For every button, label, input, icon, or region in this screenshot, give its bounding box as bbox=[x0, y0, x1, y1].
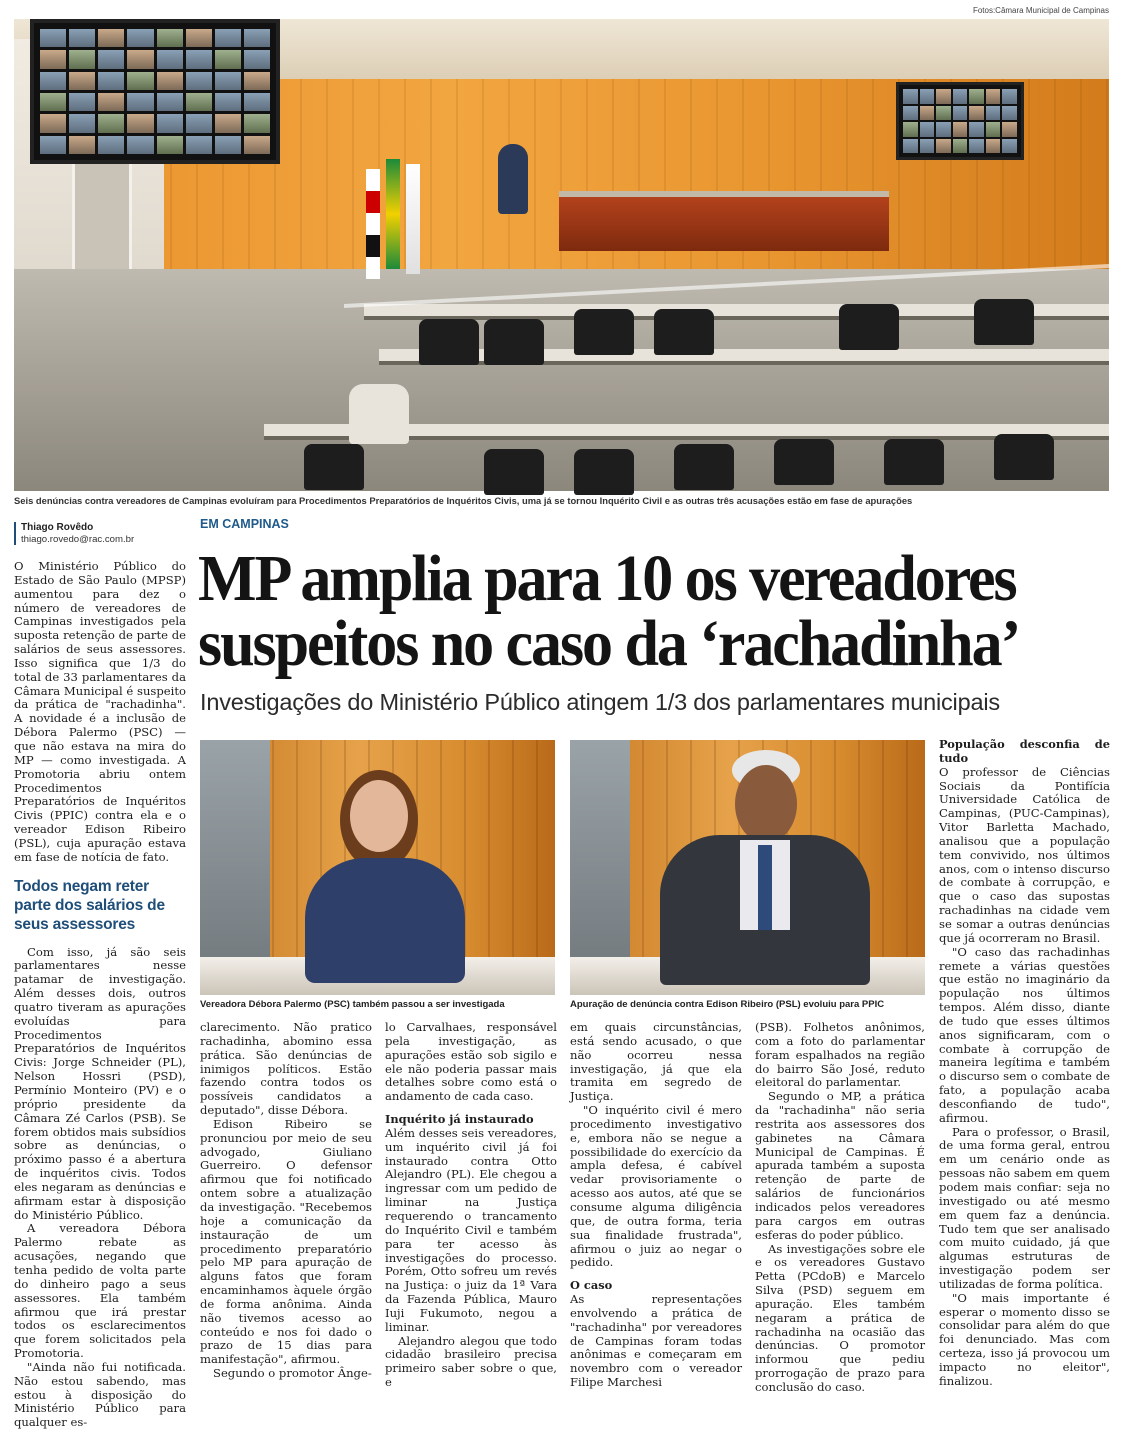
paragraph: lo Carvalhaes, responsável pela investigação, as apurações estão sob sigilo e ele não poderia passar mais detalhes sobre como está o andamento de cada caso. bbox=[385, 1020, 557, 1104]
author-name: Thiago Rovêdo bbox=[21, 522, 94, 533]
hero-photo-caption: Seis denúncias contra vereadores de Campinas evoluíram para Procedimentos Preparatórios de Inquéritos Civis, uma já se tornou Inquérito Civil e as outras três acusações estão em fase de apurações bbox=[14, 495, 913, 506]
paragraph: A vereadora Débora Palermo rebate as acusações, negando que tenha pedido de volta parte do dinheiro pago a seus assessores. Ela também afirmou que irá prestar todos os esclarecimentos que forem solicitados pela Promotoria. bbox=[14, 1221, 186, 1361]
paragraph: Segundo o promotor Ânge- bbox=[213, 1366, 372, 1381]
author-email[interactable]: thiago.rovedo@rac.com.br bbox=[21, 534, 135, 545]
paragraph: As representações envolvendo a prática de "rachadinha" por vereadores de Campinas foram todas anônimas e começaram em novembro com o vereador Filipe Marchesi bbox=[570, 1292, 742, 1390]
paragraph: "O mais importante é esperar o momento disso se consolidar para além do que foi denunciado. Mas com certeza, isso já provocou um impacto no eleitor", finalizou. bbox=[939, 1290, 1110, 1388]
subsection-heading: Inquérito já instaurado bbox=[385, 1112, 534, 1127]
paragraph: O professor de Ciências Sociais da Pontifícia Universidade Católica de Campinas, (PUC-Campinas), Vitor Barletta Machado, analisou que a população tem convivido, nos últimos anos, com o intenso discurso de combate à corrupção, e que o caso das supostas rachadinhas na cidade vem se somar a outras denúncias que já ocorreram no Brasil. bbox=[939, 764, 1110, 945]
paragraph: clarecimento. Não pratico rachadinha, abomino essa prática. São denúncias de inimigos políticos. Estão fazendo contra todos os possíveis candidatos a deputado", disse Débora. bbox=[200, 1020, 372, 1118]
paragraph: "O caso das rachadinhas remete a várias questões que estão no imaginário da população nos últimos tempos. Além disso, diante de tudo que esses últimos anos significaram, com o combate à corrupção de maneira legítima e também o discurso sem o combate de fato, a população acaba desconfiando de tudo", afirmou. bbox=[939, 944, 1110, 1125]
paragraph: O Ministério Público do Estado de São Paulo (MPSP) aumentou para dez o número de vereadores de Campinas investigados pela suposta retenção de parte de salários de seus assessores. Isso significa que 1/3 do total de 33 parlamentares da Câmara Municipal é suspeito da prática de "rachadinha". A novidade é a inclusão de Débora Palermo (PSC) — que não estava na mira do MP — como investigada. A Promotoria abriu ontem Procedimentos Preparatórios de Inquéritos Civis (PPIC) contra ela e o vereador Edison Ribeiro (PSL), cuja apuração estava em fase de notícia de fato. bbox=[14, 559, 186, 864]
headline-line-1: MP amplia para 10 os vereadores bbox=[198, 542, 1016, 615]
article-column-6 bbox=[939, 738, 1110, 1389]
paragraph: Além desses seis vereadores, um inquérito civil já foi instaurado contra Otto Alejandro (PL). Ele chegou a ingressar com um pedido de liminar na Justiça requerendo o trancamento do Inquérito Civil e também para ter acesso às investigações do processo. Porém, Otto sofreu um revés na Justiça: o juiz da 1ª Vara da Fazenda Pública, Mauro Iuji Fukumoto, negou a liminar. bbox=[385, 1125, 557, 1334]
headline-line-2: suspeitos no caso da ‘rachadinha’ bbox=[198, 607, 1020, 680]
photo-credit: Fotos:Câmara Municipal de Campinas bbox=[972, 6, 1109, 15]
paragraph: "O inquérito civil é mero procedimento investigativo e, embora não se negue a possibilidade do exercício da ampla defesa, é cabível vedar provisoriamente o acesso aos autos, até que se consume alguma diligência que, de outra forma, teria sua finalidade frustrada", afirmou o juiz ao negar o pedido. bbox=[570, 1103, 742, 1270]
article-column-3 bbox=[385, 1021, 557, 1390]
article-column-1 bbox=[14, 560, 186, 1430]
subsection-heading: O caso bbox=[570, 1278, 613, 1293]
subsection-heading: População desconfia de tudo bbox=[939, 737, 1110, 765]
byline bbox=[14, 522, 134, 545]
subheadline: Investigações do Ministério Público atingem 1/3 dos parlamentares municipais bbox=[200, 689, 1000, 715]
paragraph: em quais circunstâncias, está sendo acusado, o que não ocorreu nessa investigação, já que ela tramita em segredo de Justiça. bbox=[570, 1020, 742, 1104]
article-column-5 bbox=[755, 1021, 925, 1395]
photo-left-caption: Vereadora Débora Palermo (PSC) também passou a ser investigada bbox=[200, 999, 505, 1010]
paragraph: Alejandro alegou que todo cidadão brasileiro precisa primeiro saber sobre o que, e bbox=[385, 1333, 557, 1390]
paragraph: "Ainda não fui notificada. Não estou sabendo, mas estou à disposição do Ministério Público para qualquer es- bbox=[14, 1359, 186, 1430]
side-headline: Todos negam reter parte dos salários de seus assessores bbox=[14, 877, 165, 933]
headline bbox=[198, 542, 1053, 680]
paragraph: Edison Ribeiro se pronunciou por meio de seu advogado, Giuliano Guerreiro. O defensor afirmou que foi notificado ontem sobre a atualização da investigação. "Recebemos hoje a comunicação da instauração de um procedimento preparatório pelo MP para apuração de alguns fatos que foram encaminhamos àquele órgão de forma anônima. Ainda não tivemos acesso ao conteúdo e nos foi dado o prazo de 15 dias para manifestação", afirmou. bbox=[200, 1116, 372, 1367]
video-wall-screen bbox=[30, 19, 280, 164]
section-tag: EM CAMPINAS bbox=[200, 517, 289, 531]
photo-edison-ribeiro bbox=[570, 740, 925, 995]
paragraph: As investigações sobre ele e os vereadores Gustavo Petta (PCdoB) e Marcelo Silva (PSD) seguem em apuração. Eles também negaram a prática de rachadinha na ocasião das denúncias. O promotor informou que pediu prorrogação de prazo para conclusão do caso. bbox=[755, 1241, 925, 1394]
paragraph: Com isso, já são seis parlamentares nesse patamar de investigação. Além desses dois, outros quatro tiveram as apurações evoluídas para Procedimentos Preparatórios de Inquéritos Civis: Jorge Schneider (PL), Nelson Hossri (PSD), Permínio Monteiro (PV) e o próprio presidente da Câmara Zé Carlos (PSB). Se forem obtidos mais subsídios sobre as denúncias, o próximo passo é a abertura de inquéritos civis. Todos eles negaram as denúncias e afirmam estar à disposição do Ministério Público. bbox=[14, 944, 186, 1222]
paragraph: (PSB). Folhetos anônimos, com a foto do parlamentar foram espalhados na região do bairro São José, reduto eleitoral do parlamentar. bbox=[755, 1020, 925, 1090]
hero-photo-council-chamber bbox=[14, 19, 1109, 491]
photo-right-caption: Apuração de denúncia contra Edison Ribeiro (PSL) evoluiu para PPIC bbox=[570, 999, 885, 1010]
paragraph: Segundo o MP, a prática da "rachadinha" não seria restrita aos assessores dos gabinetes na Câmara Municipal de Campinas. É apurada também a suposta retenção de parte de salários de funcionários indicados pelos vereadores para cargos em outras esferas do poder público. bbox=[755, 1089, 925, 1242]
photo-debora-palermo bbox=[200, 740, 555, 995]
video-wall-screen-right bbox=[896, 82, 1024, 160]
paragraph: Para o professor, o Brasil, de uma forma geral, entrou em um cenário onde as pessoas não sabem em quem podem mais confiar: seja no investigado ou até mesmo em quem faz a denúncia. Tudo tem que ser analisado com muito cuidado, já que algumas estruturas de investigação podem ser utilizadas de forma política. bbox=[939, 1124, 1110, 1291]
article-column-2 bbox=[200, 1021, 372, 1381]
article-column-4 bbox=[570, 1021, 742, 1390]
